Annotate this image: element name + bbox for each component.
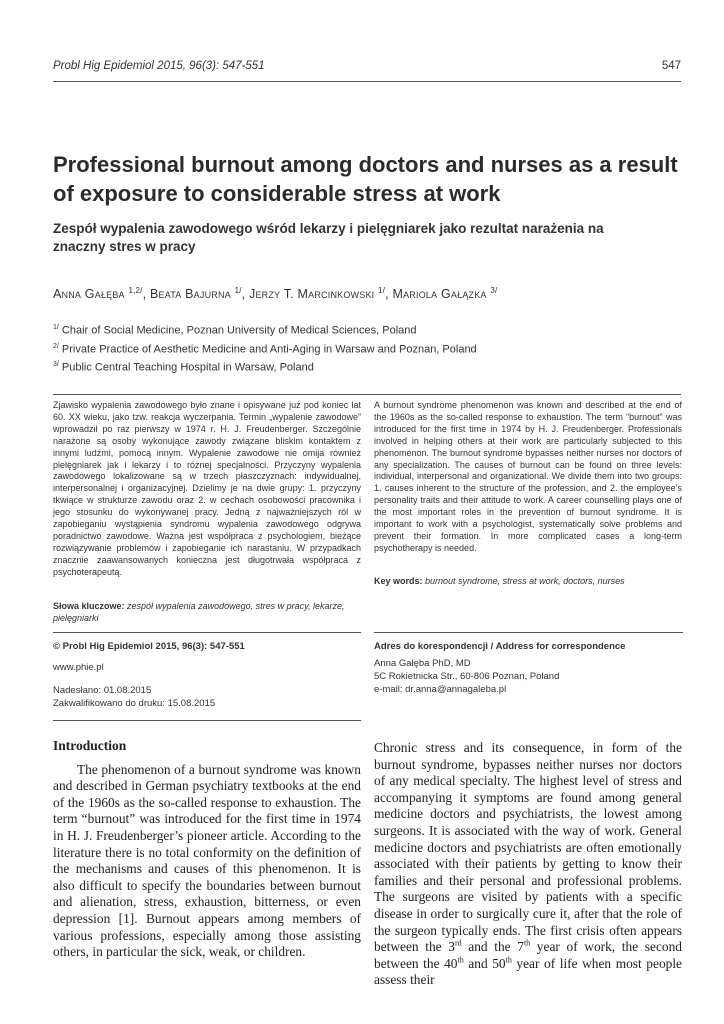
info-right-rule	[374, 632, 683, 633]
author-affiliation-ref: 1,2/	[128, 286, 143, 295]
ordinal-suffix: th	[523, 938, 531, 948]
correspondence-street: 5C Rokietnicka Str., 60-806 Poznan, Poland	[374, 671, 560, 682]
introduction-section	[53, 738, 361, 961]
affiliation-item	[53, 320, 693, 339]
correspondence-email[interactable]: e-mail: dr.anna@annagaleba.pl	[374, 684, 507, 695]
author-name: Jerzy T. Marcinkowski	[249, 287, 375, 302]
article-subtitle: Zespół wypalenia zawodowego wśród lekarzy i pielęgniarek jako rezultat narażenia na znaczny stres w pracy	[53, 221, 604, 254]
website-link[interactable]: www.phie.pl	[53, 662, 104, 673]
introduction-paragraph: The phenomenon of a burnout syndrome was known and described in German psychiatry textbooks at the end of the 1960s as the so-called response to exhaustion. The term “burnout” was introduced for the first time in 1974 in H. J. Freudenberger’s pioneer article. According to the literature there is no total conformity on the definition of the mechanisms and causes of this phenomenon. It is also difficult to specify the boundaries between burnout and alienation, stress, exhaustion, bitterness, or even depression [1]. Burnout appears among members of various professions, especially among those assisting others, in particular the sick, weak, or children.	[53, 761, 361, 960]
correspondence-name: Anna Gałęba PhD, MD	[374, 658, 471, 669]
ordinal-suffix: rd	[454, 938, 462, 948]
body-text-segment: year of life when most people assess their	[374, 955, 682, 988]
body-text-segment: Chronic stress and its consequence, in form of the burnout syndrome, bypasses neither nurses nor doctors of any medical specialty. The highest level of stress and accompanying it symptoms are found among general medicine doctors and psychiatrists, the lowest among surgeons. It is associated with the way of work. General medicine doctors and psychiatrists are often emotionally associated with their patients by getting to know their families and their personal and professional problems. The surgeons are visited by patients with a specific disease in order to surgically cure it, after that the role of the surgeon typically ends. The first crisis often appears between the 3	[374, 740, 682, 955]
received-date: Nadesłano: 01.08.2015	[53, 685, 152, 696]
affiliation-number: 1/	[53, 324, 59, 331]
author-affiliation-ref: 1/	[234, 286, 242, 295]
body-text-segment: and 50	[463, 955, 506, 971]
correspondence-info	[374, 640, 682, 696]
author-affiliation-ref: 1/	[378, 286, 386, 295]
keywords-english	[374, 575, 682, 587]
keywords-label: Key words:	[374, 576, 423, 586]
affiliation-text: Chair of Social Medicine, Poznan University of Medical Sciences, Poland	[61, 324, 417, 337]
page-number: 547	[661, 60, 681, 72]
affiliation-item	[53, 339, 693, 358]
ordinal-suffix: th	[505, 955, 512, 965]
correspondence-heading: Adres do korespondencji / Address for correspondence	[374, 641, 626, 652]
accepted-date: Zakwalifikowano do druku: 15.08.2015	[53, 698, 216, 709]
body-paragraph	[374, 740, 682, 989]
affiliation-text: Public Central Teaching Hospital in Warsaw, Poland	[61, 361, 314, 374]
article-title: Professional burnout among doctors and nurses as a result of exposure to considerable stress at work	[53, 152, 678, 206]
author-name: Beata Bajurna	[149, 287, 231, 302]
author-name: Anna Gałęba	[53, 287, 125, 302]
abstract-top-rule	[53, 394, 681, 395]
author-affiliation-ref: 3/	[490, 286, 498, 295]
journal-citation: Probl Hig Epidemiol 2015, 96(3): 547-551	[53, 60, 265, 72]
keywords-label: Słowa kluczowe:	[53, 601, 125, 611]
body-left-rule	[53, 720, 361, 721]
affiliation-list	[53, 320, 693, 376]
ordinal-suffix: th	[457, 955, 464, 965]
keywords-polish	[53, 600, 361, 624]
header-rule	[53, 81, 681, 82]
copyright-line: © Probl Hig Epidemiol 2015, 96(3): 547-551	[53, 641, 245, 652]
affiliation-number: 3/	[53, 361, 59, 369]
affiliation-number: 2/	[53, 342, 59, 350]
info-left-rule	[53, 632, 361, 633]
affiliation-text: Private Practice of Aesthetic Medicine and Anti-Aging in Warsaw and Poznan, Poland	[61, 343, 477, 356]
body-text-segment: year of work, the second between the 40	[374, 939, 682, 971]
affiliation-item	[53, 357, 693, 376]
running-header	[53, 60, 681, 78]
keywords-text: burnout syndrome, stress at work, doctors, nurses	[425, 576, 625, 586]
keywords-text: zespół wypalenia zawodowego, stres w pracy, lekarze, pielęgniarki	[53, 601, 345, 623]
introduction-heading: Introduction	[53, 738, 127, 753]
body-right-column	[374, 740, 682, 989]
author-name: Mariola Gałązka	[392, 287, 487, 302]
author-list: Anna Gałęba $^{1,2/}$, Beata Bajurna $^{1/}$, Jerzy T. Marcinkowski $^{1/}$, Mariola Gałązka $^{3/}$	[53, 286, 498, 302]
abstract-english: A burnout syndrome phenomenon was known and described at the end of the 1960s as the so-called response to exhaustion. The term “burnout” was introduced for the first time in 1974 by H. J. Freudenberger. Professionals involved in helping others at their work are particularly subjected to this phenomenon. The burnout syndrome bypasses neither nurses nor doctors of any specialization. The causes of burnout can be found on three levels: individual, interpersonal and organizational. We divide them into two groups: 1. causes inherent to the structure of the profession, and 2. the employee’s personality traits and their attitude to work. A career counselling plays one of the most important roles in the prevention of burnout syndrome. It is important to work with a psychologist, systematically solve problems and prevent their formation. In more complicated cases a long-term psychotherapy is needed.	[374, 400, 682, 553]
abstract-polish: Zjawisko wypalenia zawodowego było znane i opisywane już pod koniec lat 60. XX wieku, jako tzw. reakcja wyczerpania. Termin „wypalenie zawodowe” wprowadził po raz pierwszy w 1974 r. H. J. Freudenberger. Szczególnie narażone są osoby wykonujące zawody związane bliskim kontaktem z innymi ludźmi, pomocą innym. Wypalenie zawodowe nie omija również pielęgniarek jak i lekarzy i to różnej specjalności. Przyczyny wypalenia zawodowego lokalizowane są w trzech płaszczyznach: indywidualnej, interpersonalnej i organizacyjnej. Dzielimy je na dwie grupy: 1. przyczyny tkwiące w strukturze zawodu oraz 2. w cechach osobowości pracownika i jego stosunku do wykonywanej pracy. Jedną z najważniejszych ról w zapobieganiu wystąpienia syndromu wypalenia zawodowego odgrywa poradnictwo zawodowe. Ważna jest współpraca z psychologiem, bieżące rozwiązywanie problemów i zapobieganie ich narastaniu. W przypadkach znacznie zaawansowanych konieczna jest długotrwała współpraca z psychoterapeutą.	[53, 400, 361, 577]
body-text-segment: and the 7	[461, 939, 524, 955]
publication-info	[53, 640, 353, 710]
